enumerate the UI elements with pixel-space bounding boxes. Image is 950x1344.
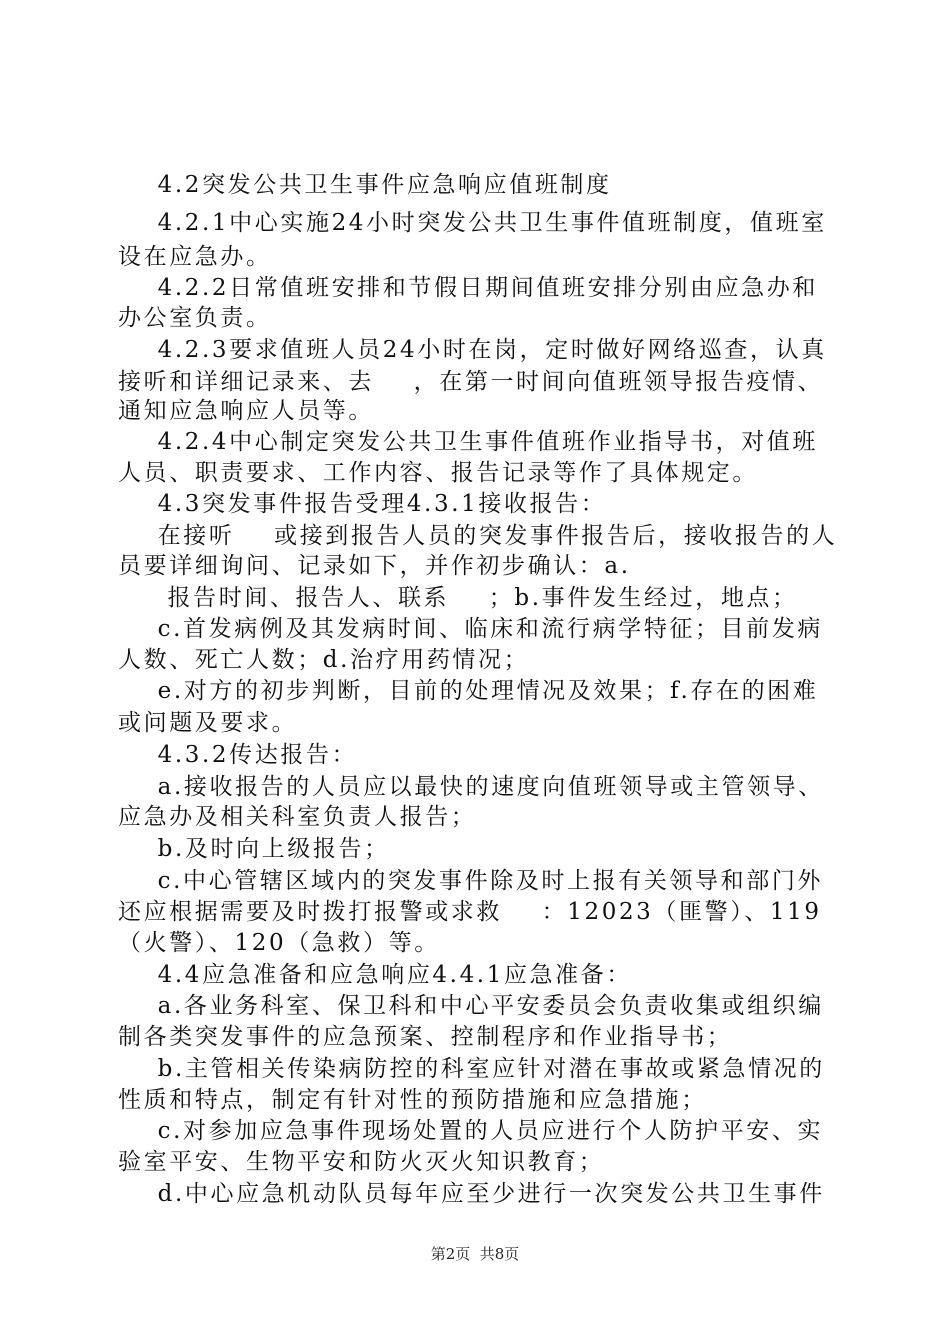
text-line: c.首发病例及其发病时间、临床和流行病学特征；目前发病	[118, 616, 824, 642]
text-line: 人员、职责要求、工作内容、报告记录等作了具体规定。	[118, 460, 758, 486]
text-line: （火警）、120（急救）等。	[118, 930, 440, 956]
text-line: 设在应急办。	[118, 244, 272, 270]
text-line: 还应根据需要及时拨打报警或求救 ：12023（匪警）、119	[118, 899, 822, 925]
text-line: 应急办及相关科室负责人报告；	[118, 804, 477, 830]
text-line: 报告时间、报告人、联系 ；b.事件发生经过，地点；	[118, 585, 798, 611]
text-line: 性质和特点，制定有针对性的预防措施和应急措施；	[118, 1087, 707, 1113]
text-line: 办公室负责。	[118, 305, 272, 331]
text-line: 4.4应急准备和应急响应4.4.1应急准备：	[118, 962, 632, 988]
page-number-footer: 第2页 共8页	[430, 1245, 520, 1263]
text-line: 4.2.1中心实施24小时突发公共卫生事件值班制度，值班室	[118, 210, 827, 236]
text-line: 人数、死亡人数；d.治疗用药情况；	[118, 647, 530, 673]
text-line: a.接收报告的人员应以最快的速度向值班领导或主管领导、	[118, 774, 824, 800]
text-line: 通知应急响应人员等。	[118, 398, 374, 424]
text-line: 4.2.3要求值班人员24小时在岗，定时做好网络巡查，认真	[118, 337, 827, 363]
text-line: 4.3突发事件报告受理4.3.1接收报告：	[118, 491, 607, 517]
text-line: 4.2突发公共卫生事件应急响应值班制度	[118, 172, 612, 198]
text-line: b.及时向上级报告；	[118, 836, 390, 862]
text-line: e.对方的初步判断，目前的处理情况及效果；f.存在的困难	[118, 678, 819, 704]
text-line: 制各类突发事件的应急预案、控制程序和作业指导书；	[118, 1024, 733, 1050]
text-line: c.对参加应急事件现场处置的人员应进行个人防护平安、实	[118, 1118, 824, 1144]
text-line: 在接听 或接到报告人员的突发事件报告后，接收报告的人	[118, 523, 838, 549]
text-line: 4.2.4中心制定突发公共卫生事件值班作业指导书，对值班	[118, 429, 818, 455]
text-line: 4.2.2日常值班安排和节假日期间值班安排分别由应急办和	[118, 275, 818, 301]
text-line: 验室平安、生物平安和防火灭火知识教育；	[118, 1149, 605, 1175]
text-line: 或问题及要求。	[118, 710, 298, 736]
text-line: 4.3.2传达报告：	[118, 742, 358, 768]
text-line: b.主管相关传染病防控的科室应针对潜在事故或紧急情况的	[118, 1056, 825, 1082]
text-line: 员要详细询问、记录如下，并作初步确认：a.	[118, 553, 631, 579]
text-line: d.中心应急机动队员每年应至少进行一次突发公共卫生事件	[118, 1181, 825, 1207]
text-line: c.中心管辖区域内的突发事件除及时上报有关领导和部门外	[118, 868, 824, 894]
text-line: a.各业务科室、保卫科和中心平安委员会负责收集或组织编	[118, 993, 824, 1019]
text-line: 接听和详细记录来、去 ，在第一时间向值班领导报告疫情、	[118, 369, 824, 395]
